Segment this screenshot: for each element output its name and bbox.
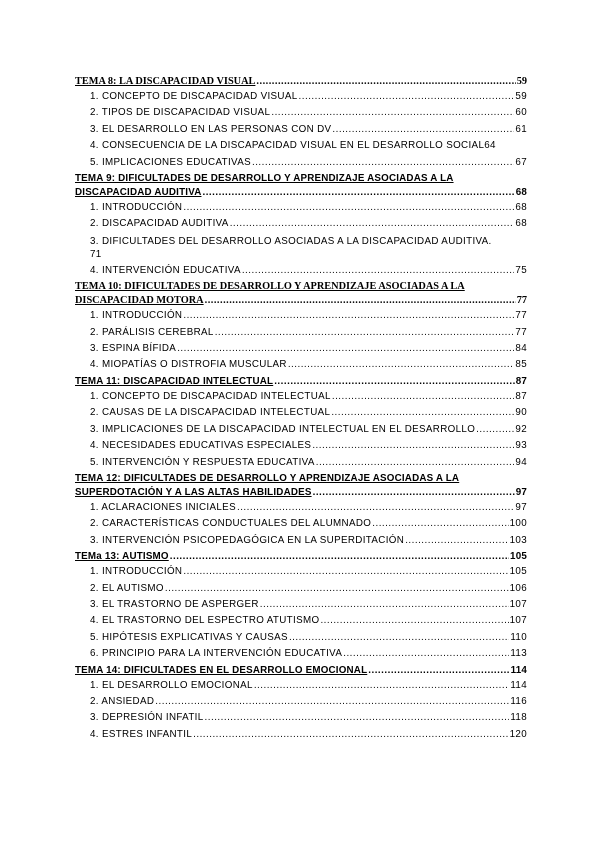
dot-leader [476,422,514,438]
dot-leader [372,516,508,532]
toc-entry-label: 3. ESPINA BÍFIDA [90,343,177,355]
dot-leader [183,564,508,580]
dot-leader [332,389,515,405]
dot-leader [183,308,514,324]
toc-page-number: 107 [509,615,527,627]
dot-leader [332,122,514,138]
toc-page-number: 92 [515,423,527,435]
toc-entry[interactable] [75,438,527,454]
toc-page-number: 107 [509,598,527,610]
toc-page-number: 77 [516,295,527,307]
dot-leader [312,438,514,454]
toc-page-number: 87 [515,375,527,387]
toc-entry[interactable] [75,138,527,154]
toc-page-number: 77 [515,310,527,322]
toc-page-number: 60 [515,107,527,119]
dot-leader [271,105,514,121]
toc-page-number: 93 [515,440,527,452]
toc-page-number: 75 [515,264,527,276]
toc-entry[interactable] [75,646,527,662]
toc-entry[interactable] [75,455,527,471]
toc-entry-label: 3. EL DESARROLLO EN LAS PERSONAS CON DV [90,123,332,135]
toc-entry[interactable] [75,694,527,710]
toc-entry[interactable] [75,516,527,532]
toc-entry-label: 4. NECESIDADES EDUCATIVAS ESPECIALES [90,440,312,452]
toc-page-number: 68 [515,202,527,214]
toc-page-number: 85 [515,359,527,371]
toc-entry-label: 4. INTERVENCIÓN EDUCATIVA [90,264,241,276]
dot-leader [155,694,509,710]
toc-entry[interactable] [75,613,527,629]
toc-entry-label: 3. DEPRESIÓN INFATIL [90,712,204,724]
toc-entry[interactable] [75,389,527,405]
toc-entry[interactable] [75,200,527,216]
toc-page-number: 106 [509,582,527,594]
toc-page-number: 105 [510,551,527,563]
dot-leader [316,455,515,471]
toc-entry[interactable] [75,678,527,694]
toc-page-number: 114 [510,664,527,676]
dot-leader [237,500,514,516]
toc-entry[interactable] [75,710,527,726]
toc-page-number: 94 [515,456,527,468]
toc-topic-title: TEMA 8: LA DISCAPACIDAD VISUAL [75,76,256,87]
toc-page-number: 77 [515,326,527,338]
toc-topic-title: TEMa 13: AUTISMO [75,551,169,563]
toc-page-number: 103 [509,534,527,546]
dot-leader [299,89,515,105]
toc-page-number: 59 [516,76,527,87]
toc-entry[interactable] [75,263,527,279]
dot-leader [193,727,508,743]
toc-entry-label: 4. EL TRASTORNO DEL ESPECTRO ATUTISMO [90,615,320,627]
toc-page-number: 84 [515,343,527,355]
toc-page-number: 68 [515,218,527,230]
toc-topic-title-line2: SUPERDOTACIÓN Y A LAS ALTAS HABILIDADES [75,486,312,498]
toc-topic-title-line1: TEMA 12: DIFICULTADES DE DESARROLLO Y APRENDIZAJE ASOCIADAS A LA [75,472,460,484]
toc-page-number: 97 [515,501,527,513]
toc-topic-title: TEMA 14: DIFICULTADES EN EL DESARROLLO EMOCIONAL [75,664,368,676]
dot-leader [252,155,514,171]
dot-leader [331,405,514,421]
toc-page-number: 59 [515,91,527,102]
dot-leader [288,357,515,373]
toc-entry-label: 2. EL AUTISMO [90,582,164,594]
toc-entry-label: 4. MIOPATÍAS O DISTROFIA MUSCULAR [90,359,287,371]
toc-page-number: 105 [509,566,527,578]
toc-topic-13[interactable] [75,550,527,564]
dot-leader [320,613,508,629]
toc-entry[interactable] [75,341,527,357]
toc-entry-label: 5. INTERVENCIÓN Y RESPUESTA EDUCATIVA [90,456,315,468]
toc-entry[interactable] [75,630,527,646]
toc-page-number: 64 [484,140,496,152]
toc-topic-9[interactable] [75,172,527,200]
toc-topic-title-line1: TEMA 9: DIFICULTADES DE DESARROLLO Y APRENDIZAJE ASOCIADAS A LA [75,173,454,185]
toc-entry[interactable] [75,357,527,373]
toc-page-number: 113 [510,648,527,660]
toc-entry[interactable] [75,105,527,121]
toc-entry[interactable] [75,533,527,549]
dot-leader [165,581,509,597]
toc-topic-title-line1: TEMA 10: DIFICULTADES DE DESARROLLO Y APRENDIZAJE ASOCIADAS A LA [75,281,465,293]
toc-entry-label: 1. INTRODUCCIÓN [90,566,183,578]
toc-entry[interactable] [75,308,527,324]
toc-topic-8[interactable] [75,75,527,89]
dot-leader [368,664,509,678]
toc-entry-label: 4. CONSECUENCIA DE LA DISCAPACIDAD VISUAL EN EL DESARROLLO SOCIAL [90,140,485,152]
toc-entry-label: 1. INTRODUCCIÓN [90,310,183,322]
dot-leader [177,341,514,357]
dot-leader [260,597,509,613]
toc-entry-label: 2. DISCAPACIDAD AUDITIVA [90,218,229,230]
toc-entry-label: 3. IMPLICACIONES DE LA DISCAPACIDAD INTELECTUAL EN EL DESARROLLO [90,423,476,435]
toc-entry[interactable] [75,216,527,232]
toc-entry[interactable] [75,597,527,613]
toc-topic-10[interactable] [75,280,527,308]
toc-page-number: 87 [515,390,527,402]
toc-topic-12[interactable] [75,472,527,500]
toc-entry-label: 1. EL DESARROLLO EMOCIONAL [90,679,253,691]
toc-entry[interactable] [75,564,527,580]
dot-leader [205,710,510,726]
toc-entry-label: 3. INTERVENCIÓN PSICOPEDAGÓGICA EN LA SUPERDITACIÓN [90,534,405,546]
dot-leader [183,200,514,216]
toc-page-number: 110 [510,631,527,643]
dot-leader [242,263,515,279]
dot-leader [215,325,515,341]
toc-page-number: 116 [510,695,527,707]
toc-page-number: 114 [510,679,527,691]
toc-entry[interactable] [75,325,527,341]
dot-leader [313,486,515,500]
toc-entry-label: 2. TIPOS DE DISCAPACIDAD VISUAL [90,107,271,119]
toc-page-number: 120 [509,728,527,740]
toc-entry-label: 3. EL TRASTORNO DE ASPERGER [90,598,259,610]
toc-topic-title: TEMA 11: DISCAPACIDAD INTELECTUAL [75,375,274,387]
toc-entry-label: 6. PRINCIPIO PARA LA INTERVENCIÓN EDUCATIVA [90,648,343,660]
toc-entry-label: 2. CARACTERÍSTICAS CONDUCTUALES DEL ALUMNADO [90,518,372,530]
toc-entry-label: 2. ANSIEDAD [90,695,155,707]
toc-page-number: 100 [509,518,527,530]
dot-leader [254,678,510,694]
toc-entry-label: 1. CONCEPTO DE DISCAPACIDAD INTELECTUAL [90,390,331,402]
toc-entry-label: 2. CAUSAS DE LA DISCAPACIDAD INTELECTUAL [90,407,331,419]
toc-entry-label: 5. HIPÓTESIS EXPLICATIVAS Y CAUSAS [90,631,288,643]
toc-topic-title-line2: DISCAPACIDAD MOTORA [75,295,204,307]
dot-leader [256,75,515,89]
table-of-contents [75,74,527,743]
toc-topic-title-line2: DISCAPACIDAD AUDITIVA [75,187,202,199]
toc-page-number: 71 [90,248,102,260]
toc-entry[interactable] [75,155,527,171]
toc-entry[interactable] [75,233,527,263]
toc-entry-label: 3. DIFICULTADES DEL DESARROLLO ASOCIADAS A LA DISCAPACIDAD AUDITIVA. [90,235,492,247]
toc-entry[interactable] [75,405,527,421]
toc-entry-label: 4. ESTRES INFANTIL [90,728,193,740]
toc-page-number: 90 [515,407,527,419]
toc-entry[interactable] [75,122,527,138]
toc-page-number: 67 [515,156,527,168]
toc-entry-label: 5. IMPLICACIONES EDUCATIVAS [90,156,251,168]
toc-topic-11[interactable] [75,375,527,389]
toc-entry-label: 1. ACLARACIONES INICIALES [90,501,236,513]
toc-entry[interactable] [75,500,527,516]
dot-leader [170,550,509,564]
toc-entry-label: 1. CONCEPTO DE DISCAPACIDAD VISUAL [90,91,298,102]
toc-page-number: 68 [515,187,527,199]
dot-leader [405,533,508,549]
toc-page-number: 61 [515,123,527,135]
toc-entry[interactable] [75,89,527,105]
toc-entry[interactable] [75,422,527,438]
toc-topic-14[interactable] [75,664,527,678]
toc-entry-label: 2. PARÁLISIS CEREBRAL [90,326,214,338]
toc-entry[interactable] [75,581,527,597]
dot-leader [289,630,509,646]
toc-entry[interactable] [75,727,527,743]
toc-entry-label: 1. INTRODUCCIÓN [90,202,183,214]
dot-leader [343,646,509,662]
dot-leader [230,216,515,232]
dot-leader [274,375,514,389]
toc-page-number: 118 [510,712,527,724]
toc-page-number: 97 [515,486,527,498]
dot-leader [205,294,516,308]
dot-leader [202,186,514,200]
